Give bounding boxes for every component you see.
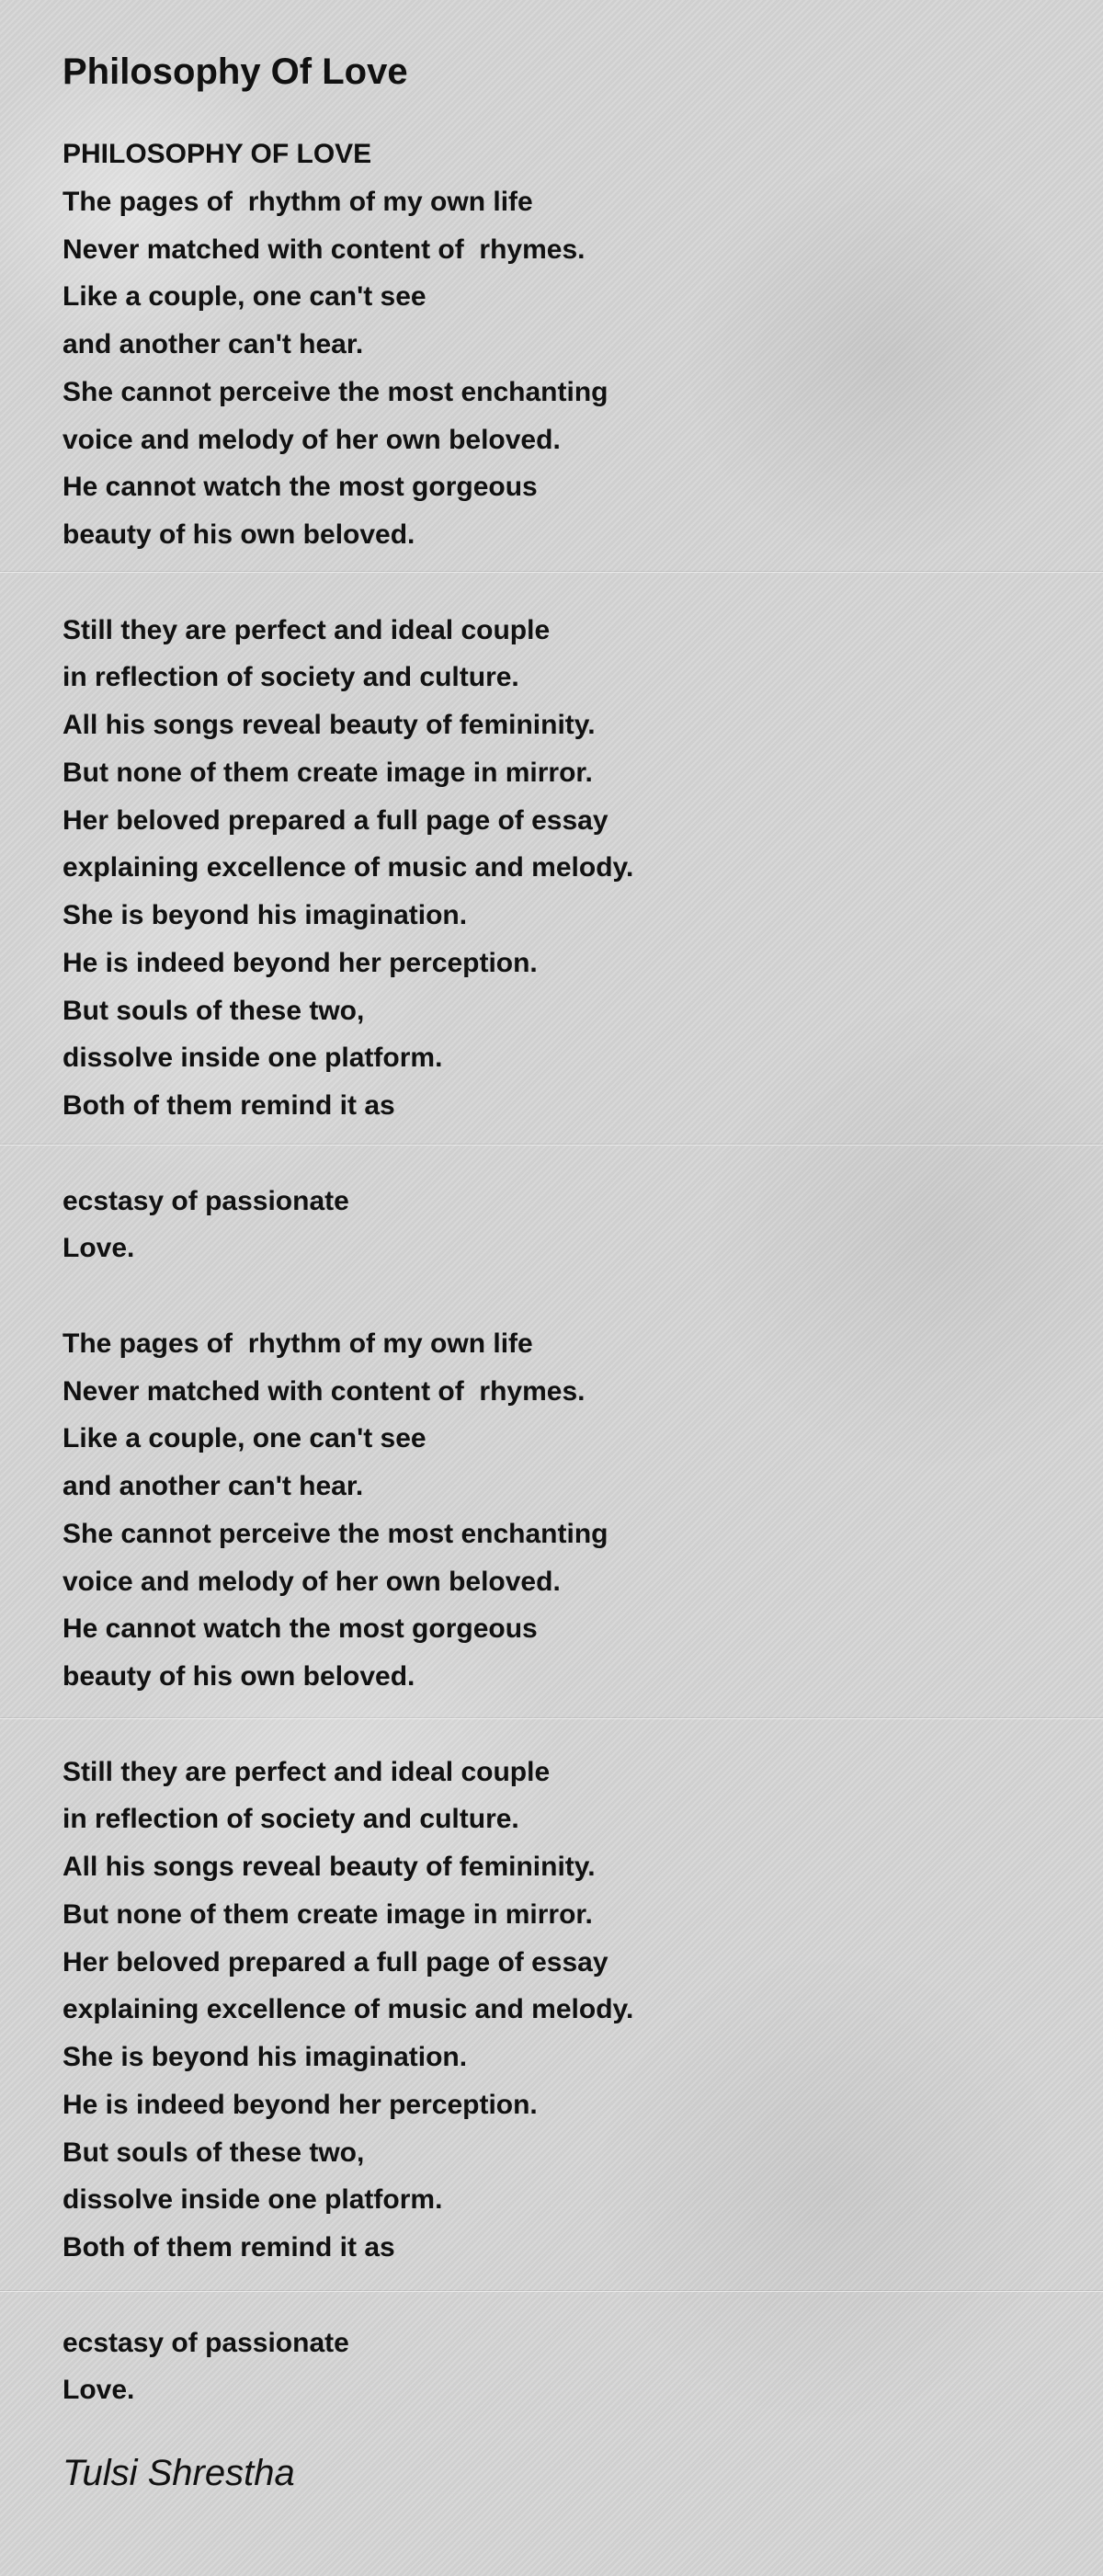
poem-line: The pages of rhythm of my own life: [63, 186, 533, 217]
poem-author: Tulsi Shrestha: [63, 2453, 295, 2493]
stanza-break: [63, 559, 1040, 607]
poem-line: PHILOSOPHY OF LOVE: [63, 139, 372, 169]
poem-line: But souls of these two,: [63, 995, 365, 1026]
poem-line: Love.: [63, 2375, 135, 2406]
stanza-break: [63, 1130, 1040, 1178]
poem-line: She is beyond his imagination.: [63, 900, 468, 930]
poem-line: He is indeed beyond her perception.: [63, 947, 538, 978]
stanza-break: [63, 1701, 1040, 1749]
poem-line: beauty of his own beloved.: [63, 519, 415, 550]
poem-title: Philosophy Of Love: [63, 51, 408, 92]
poem-line: Like a couple, one can't see: [63, 281, 426, 313]
poem-line: Her beloved prepared a full page of essay: [63, 1946, 608, 1978]
poem-line: All his songs reveal beauty of femininity.: [63, 710, 596, 740]
poem-line: explaining excellence of music and melody.: [63, 1994, 634, 2025]
poem-body: [63, 131, 1040, 2414]
poem-line: in reflection of society and culture.: [63, 662, 519, 693]
stanza-break: [63, 1272, 1040, 1320]
poem-line: Both of them remind it as: [63, 1090, 395, 1121]
poem-line: The pages of rhythm of my own life: [63, 1328, 533, 1359]
poem-line: ecstasy of passionate: [63, 2327, 349, 2358]
poem-line: Still they are perfect and ideal couple: [63, 1756, 551, 1787]
poem-line: Like a couple, one can't see: [63, 1423, 426, 1454]
stanza-break: [63, 2272, 1040, 2320]
poem-line: Never matched with content of rhymes.: [63, 1375, 586, 1407]
poem-line: beauty of his own beloved.: [63, 1661, 415, 1692]
poem-line: Both of them remind it as: [63, 2232, 395, 2263]
poem-line: Love.: [63, 1233, 135, 1264]
poem-line: He cannot watch the most gorgeous: [63, 472, 538, 503]
poem-line: But souls of these two,: [63, 2137, 365, 2168]
poem-line: and another can't hear.: [63, 329, 364, 359]
poem-line: But none of them create image in mirror.: [63, 1898, 593, 1930]
poem-line: in reflection of society and culture.: [63, 1804, 519, 1835]
poem-line: and another can't hear.: [63, 1471, 364, 1501]
poem-line: He is indeed beyond her perception.: [63, 2089, 538, 2120]
poem-line: explaining excellence of music and melody.: [63, 852, 634, 883]
poem-line: He cannot watch the most gorgeous: [63, 1613, 538, 1645]
poem-line: dissolve inside one platform.: [63, 1043, 443, 1074]
poem-line: dissolve inside one platform.: [63, 2184, 443, 2216]
poem-line: She is beyond his imagination.: [63, 2042, 468, 2072]
poem-line: All his songs reveal beauty of femininity.: [63, 1852, 596, 1882]
poem-line: Never matched with content of rhymes.: [63, 234, 586, 265]
poem-line: She cannot perceive the most enchanting: [63, 1518, 608, 1549]
poem-line: She cannot perceive the most enchanting: [63, 376, 608, 407]
poem-line: ecstasy of passionate: [63, 1185, 349, 1216]
poem-line: voice and melody of her own beloved.: [63, 424, 561, 455]
poem-line: Still they are perfect and ideal couple: [63, 614, 551, 645]
poem-line: Her beloved prepared a full page of essay: [63, 804, 608, 836]
poem-line: But none of them create image in mirror.: [63, 757, 593, 788]
poem-line: voice and melody of her own beloved.: [63, 1566, 561, 1597]
